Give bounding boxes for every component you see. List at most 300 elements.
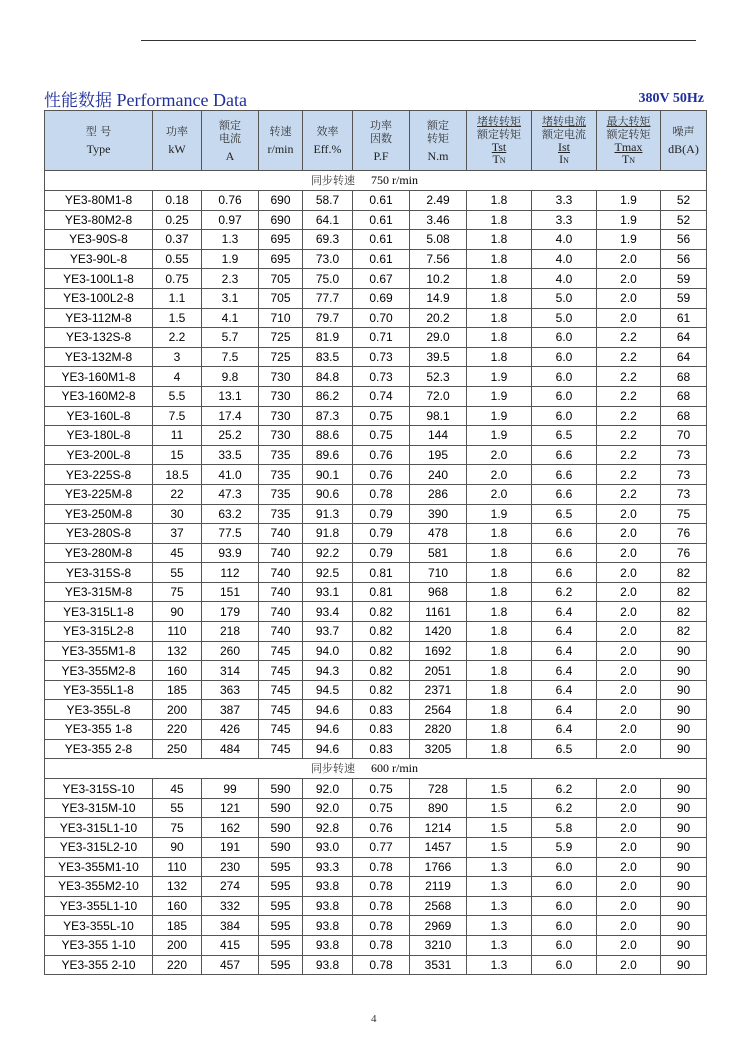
data-cell: 595	[259, 896, 303, 916]
data-cell: 1.8	[467, 230, 532, 250]
data-cell: 286	[410, 484, 467, 504]
data-cell: 69.3	[303, 230, 353, 250]
column-header-unit: A	[225, 148, 235, 163]
data-cell: 33.5	[202, 445, 259, 465]
data-cell: 18.5	[153, 465, 202, 485]
data-cell: 6.4	[532, 680, 597, 700]
data-cell: 82	[661, 602, 707, 622]
column-header-denominator	[597, 153, 660, 167]
table-row	[45, 249, 707, 269]
section-speed: 600 r/min	[371, 761, 418, 776]
data-cell: 1.8	[467, 720, 532, 740]
table-row	[45, 445, 707, 465]
motor-type-cell: YE3-315M-8	[45, 582, 153, 602]
motor-type-cell: YE3-355 1-10	[45, 935, 153, 955]
data-cell: 94.3	[303, 661, 353, 681]
column-header-cn: 额定转矩	[477, 127, 521, 141]
data-cell: 22	[153, 484, 202, 504]
data-cell: 132	[153, 877, 202, 897]
motor-type-cell: YE3-355M1-10	[45, 857, 153, 877]
data-cell: 121	[202, 798, 259, 818]
table-row	[45, 602, 707, 622]
data-cell: 90	[661, 857, 707, 877]
data-cell: 735	[259, 484, 303, 504]
data-cell: 144	[410, 426, 467, 446]
data-cell: 94.5	[303, 680, 353, 700]
performance-table	[44, 110, 707, 975]
table-row	[45, 484, 707, 504]
data-cell: 2820	[410, 720, 467, 740]
motor-type-cell: YE3-355M2-10	[45, 877, 153, 897]
table-row	[45, 916, 707, 936]
data-cell: 730	[259, 367, 303, 387]
table-header	[45, 111, 707, 171]
table-row	[45, 857, 707, 877]
column-header-unit: kW	[168, 142, 186, 156]
data-cell: 2.0	[597, 916, 661, 936]
data-cell: 93.3	[303, 857, 353, 877]
data-cell: 220	[153, 720, 202, 740]
data-cell: 92.8	[303, 818, 353, 838]
data-cell: 1.9	[202, 249, 259, 269]
column-header-cn: 额定转矩	[606, 127, 651, 141]
data-cell: 0.76	[202, 191, 259, 211]
data-cell: 2.2	[597, 484, 661, 504]
data-cell: 6.6	[532, 445, 597, 465]
column-header	[353, 111, 410, 171]
column-header-unit: Type	[86, 142, 111, 156]
denominator-symbol: T	[492, 151, 500, 166]
data-cell: 6.0	[532, 935, 597, 955]
data-cell: 1.3	[467, 896, 532, 916]
data-cell: 5.9	[532, 838, 597, 858]
data-cell: 37	[153, 524, 202, 544]
column-header-cn: 电流	[219, 131, 241, 145]
data-cell: 0.78	[353, 935, 410, 955]
data-cell: 200	[153, 700, 202, 720]
data-cell: 15	[153, 445, 202, 465]
data-cell: 0.78	[353, 857, 410, 877]
data-cell: 110	[153, 857, 202, 877]
data-cell: 745	[259, 680, 303, 700]
data-cell: 0.82	[353, 661, 410, 681]
data-cell: 0.78	[353, 916, 410, 936]
motor-type-cell: YE3-355 2-8	[45, 739, 153, 759]
motor-type-cell: YE3-90S-8	[45, 230, 153, 250]
data-cell: 84.8	[303, 367, 353, 387]
data-cell: 1.3	[467, 935, 532, 955]
table-row	[45, 641, 707, 661]
motor-type-cell: YE3-112M-8	[45, 308, 153, 328]
data-cell: 1.8	[467, 641, 532, 661]
data-cell: 6.2	[532, 779, 597, 799]
data-cell: 90	[661, 720, 707, 740]
data-cell: 1.3	[202, 230, 259, 250]
table-row	[45, 582, 707, 602]
data-cell: 160	[153, 896, 202, 916]
data-cell: 132	[153, 641, 202, 661]
data-cell: 260	[202, 641, 259, 661]
data-cell: 1.3	[467, 877, 532, 897]
data-cell: 6.6	[532, 484, 597, 504]
data-cell: 94.0	[303, 641, 353, 661]
data-cell: 0.69	[353, 288, 410, 308]
data-cell: 735	[259, 465, 303, 485]
data-cell: 90	[661, 877, 707, 897]
header-rule	[141, 40, 696, 41]
data-cell: 1.9	[597, 210, 661, 230]
motor-type-cell: YE3-355M2-8	[45, 661, 153, 681]
data-cell: 90	[661, 838, 707, 858]
data-cell: 73	[661, 484, 707, 504]
data-cell: 4.0	[532, 230, 597, 250]
table-row	[45, 288, 707, 308]
data-cell: 0.25	[153, 210, 202, 230]
table-row	[45, 877, 707, 897]
data-cell: 0.55	[153, 249, 202, 269]
data-cell: 90	[661, 896, 707, 916]
data-cell: 14.9	[410, 288, 467, 308]
data-cell: 1.5	[467, 838, 532, 858]
data-cell: 2.0	[597, 563, 661, 583]
data-cell: 73	[661, 445, 707, 465]
data-cell: 17.4	[202, 406, 259, 426]
table-row	[45, 622, 707, 642]
data-cell: 0.83	[353, 739, 410, 759]
data-cell: 70	[661, 426, 707, 446]
data-cell: 1.8	[467, 308, 532, 328]
data-cell: 90	[661, 955, 707, 975]
data-cell: 740	[259, 563, 303, 583]
data-cell: 5.7	[202, 328, 259, 348]
data-cell: 1.8	[467, 269, 532, 289]
data-cell: 730	[259, 426, 303, 446]
data-cell: 590	[259, 818, 303, 838]
data-cell: 6.0	[532, 386, 597, 406]
data-cell: 5.08	[410, 230, 467, 250]
data-cell: 2.49	[410, 191, 467, 211]
column-header-cn: 最大转矩	[606, 114, 651, 128]
data-cell: 0.76	[353, 445, 410, 465]
data-cell: 25.2	[202, 426, 259, 446]
data-cell: 81.9	[303, 328, 353, 348]
data-cell: 590	[259, 798, 303, 818]
motor-type-cell: YE3-315L2-10	[45, 838, 153, 858]
data-cell: 745	[259, 720, 303, 740]
data-cell: 332	[202, 896, 259, 916]
data-cell: 2.0	[597, 739, 661, 759]
data-cell: 595	[259, 857, 303, 877]
table-row	[45, 230, 707, 250]
data-cell: 91.3	[303, 504, 353, 524]
data-cell: 0.75	[353, 426, 410, 446]
section-label-cn: 同步转速	[311, 174, 355, 187]
column-header-numerator: Tmax	[614, 139, 643, 154]
data-cell: 2.2	[597, 386, 661, 406]
data-cell: 92.0	[303, 798, 353, 818]
title-en: Performance Data	[116, 90, 247, 110]
data-cell: 2.2	[597, 328, 661, 348]
data-cell: 2051	[410, 661, 467, 681]
table-row	[45, 524, 707, 544]
data-cell: 88.6	[303, 426, 353, 446]
table-row	[45, 426, 707, 446]
motor-type-cell: YE3-315S-8	[45, 563, 153, 583]
data-cell: 1161	[410, 602, 467, 622]
data-cell: 11	[153, 426, 202, 446]
data-cell: 59	[661, 288, 707, 308]
data-cell: 2.0	[597, 818, 661, 838]
data-cell: 6.4	[532, 622, 597, 642]
data-cell: 185	[153, 680, 202, 700]
data-cell: 2.0	[597, 269, 661, 289]
data-cell: 695	[259, 249, 303, 269]
data-cell: 735	[259, 504, 303, 524]
table-row	[45, 563, 707, 583]
data-cell: 0.97	[202, 210, 259, 230]
data-cell: 2.2	[597, 406, 661, 426]
data-cell: 68	[661, 406, 707, 426]
data-cell: 220	[153, 955, 202, 975]
data-cell: 2.0	[597, 308, 661, 328]
column-header-cn: 因数	[370, 131, 392, 145]
data-cell: 2.3	[202, 269, 259, 289]
data-cell: 93.9	[202, 543, 259, 563]
synchronous-speed	[311, 171, 418, 190]
data-cell: 6.4	[532, 700, 597, 720]
data-cell: 0.74	[353, 386, 410, 406]
data-cell: 2.0	[597, 680, 661, 700]
data-cell: 94.6	[303, 700, 353, 720]
data-cell: 6.4	[532, 602, 597, 622]
data-cell: 92.2	[303, 543, 353, 563]
data-cell: 77.7	[303, 288, 353, 308]
data-cell: 99	[202, 779, 259, 799]
data-cell: 1766	[410, 857, 467, 877]
table-row	[45, 465, 707, 485]
data-cell: 9.8	[202, 367, 259, 387]
data-cell: 3.46	[410, 210, 467, 230]
data-cell: 1.8	[467, 543, 532, 563]
data-cell: 2568	[410, 896, 467, 916]
column-header	[661, 111, 707, 171]
data-cell: 705	[259, 269, 303, 289]
data-cell: 1.8	[467, 739, 532, 759]
data-cell: 1.8	[467, 288, 532, 308]
data-cell: 13.1	[202, 386, 259, 406]
data-cell: 230	[202, 857, 259, 877]
data-cell: 93.8	[303, 896, 353, 916]
data-cell: 1.8	[467, 563, 532, 583]
data-cell: 3.3	[532, 210, 597, 230]
data-cell: 90	[153, 602, 202, 622]
column-header	[303, 111, 353, 171]
data-cell: 93.8	[303, 877, 353, 897]
data-cell: 10.2	[410, 269, 467, 289]
data-cell: 2.0	[597, 935, 661, 955]
data-cell: 0.79	[353, 504, 410, 524]
data-cell: 0.75	[153, 269, 202, 289]
data-cell: 93.7	[303, 622, 353, 642]
data-cell: 0.61	[353, 210, 410, 230]
data-cell: 6.6	[532, 524, 597, 544]
data-cell: 90.6	[303, 484, 353, 504]
data-cell: 6.4	[532, 661, 597, 681]
table-row	[45, 798, 707, 818]
data-cell: 56	[661, 249, 707, 269]
data-cell: 6.2	[532, 798, 597, 818]
data-cell: 2.0	[597, 524, 661, 544]
data-cell: 92.5	[303, 563, 353, 583]
table-row	[45, 504, 707, 524]
data-cell: 90	[661, 641, 707, 661]
data-cell: 2.0	[597, 720, 661, 740]
section-label-cn: 同步转速	[311, 762, 355, 776]
data-cell: 75	[153, 818, 202, 838]
data-cell: 185	[153, 916, 202, 936]
data-cell: 112	[202, 563, 259, 583]
data-cell: 2.0	[597, 582, 661, 602]
data-cell: 0.82	[353, 602, 410, 622]
data-cell: 55	[153, 798, 202, 818]
motor-type-cell: YE3-280S-8	[45, 524, 153, 544]
data-cell: 0.78	[353, 955, 410, 975]
data-cell: 52.3	[410, 367, 467, 387]
data-cell: 4.0	[532, 249, 597, 269]
column-header-unit: Eff.%	[313, 142, 342, 156]
data-cell: 2.0	[597, 622, 661, 642]
data-cell: 52	[661, 191, 707, 211]
data-cell: 745	[259, 739, 303, 759]
data-cell: 63.2	[202, 504, 259, 524]
column-header	[259, 111, 303, 171]
data-cell: 0.71	[353, 328, 410, 348]
data-cell: 1.8	[467, 680, 532, 700]
data-cell: 2.0	[597, 543, 661, 563]
table-row	[45, 308, 707, 328]
data-cell: 151	[202, 582, 259, 602]
data-cell: 55	[153, 563, 202, 583]
data-cell: 2.0	[467, 445, 532, 465]
data-cell: 478	[410, 524, 467, 544]
data-cell: 710	[259, 308, 303, 328]
data-cell: 82	[661, 622, 707, 642]
data-cell: 590	[259, 838, 303, 858]
data-cell: 745	[259, 641, 303, 661]
page-title	[44, 86, 247, 111]
column-header	[597, 111, 661, 171]
data-cell: 1.9	[467, 426, 532, 446]
data-cell: 83.5	[303, 347, 353, 367]
column-header-cn: 噪声	[672, 125, 695, 138]
data-cell: 73.0	[303, 249, 353, 269]
data-cell: 7.5	[202, 347, 259, 367]
data-cell: 5.8	[532, 818, 597, 838]
table-row	[45, 406, 707, 426]
column-header-cn: 功率	[370, 118, 392, 132]
data-cell: 0.78	[353, 484, 410, 504]
data-cell: 0.79	[353, 543, 410, 563]
data-cell: 73	[661, 465, 707, 485]
data-cell: 0.83	[353, 720, 410, 740]
data-cell: 730	[259, 386, 303, 406]
data-cell: 1.8	[467, 210, 532, 230]
data-cell: 2.2	[597, 347, 661, 367]
table-row	[45, 386, 707, 406]
data-cell: 4.0	[532, 269, 597, 289]
data-cell: 2.0	[597, 955, 661, 975]
data-cell: 1.5	[467, 798, 532, 818]
data-cell: 90	[153, 838, 202, 858]
data-cell: 725	[259, 347, 303, 367]
data-cell: 595	[259, 955, 303, 975]
data-cell: 705	[259, 288, 303, 308]
motor-type-cell: YE3-180L-8	[45, 426, 153, 446]
denominator-subscript: N	[629, 155, 636, 165]
column-header-denominator	[467, 153, 531, 167]
data-cell: 82	[661, 582, 707, 602]
data-cell: 4.1	[202, 308, 259, 328]
motor-type-cell: YE3-250M-8	[45, 504, 153, 524]
data-cell: 56	[661, 230, 707, 250]
data-cell: 90	[661, 739, 707, 759]
data-cell: 968	[410, 582, 467, 602]
data-cell: 1.9	[597, 230, 661, 250]
column-header	[532, 111, 597, 171]
data-cell: 20.2	[410, 308, 467, 328]
data-cell: 93.8	[303, 955, 353, 975]
data-cell: 0.67	[353, 269, 410, 289]
data-cell: 90	[661, 935, 707, 955]
data-cell: 98.1	[410, 406, 467, 426]
data-cell: 90	[661, 680, 707, 700]
data-cell: 77.5	[202, 524, 259, 544]
data-cell: 94.6	[303, 720, 353, 740]
column-header-cn: 功率	[166, 125, 188, 138]
data-cell: 4	[153, 367, 202, 387]
data-cell: 1.9	[467, 367, 532, 387]
data-cell: 1.8	[467, 249, 532, 269]
data-cell: 47.3	[202, 484, 259, 504]
motor-type-cell: YE3-355L-10	[45, 916, 153, 936]
table-row	[45, 818, 707, 838]
column-header-numerator: Tst	[491, 139, 507, 154]
data-cell: 52	[661, 210, 707, 230]
motor-type-cell: YE3-200L-8	[45, 445, 153, 465]
data-cell: 2371	[410, 680, 467, 700]
data-cell: 1.9	[467, 386, 532, 406]
header-row	[45, 111, 707, 171]
data-cell: 0.73	[353, 347, 410, 367]
data-cell: 384	[202, 916, 259, 936]
table-row	[45, 661, 707, 681]
data-cell: 45	[153, 779, 202, 799]
column-header	[45, 111, 153, 171]
column-header-cn: 转速	[269, 125, 292, 138]
data-cell: 740	[259, 543, 303, 563]
data-cell: 426	[202, 720, 259, 740]
data-cell: 3.3	[532, 191, 597, 211]
data-cell: 64	[661, 347, 707, 367]
data-cell: 68	[661, 367, 707, 387]
data-cell: 3210	[410, 935, 467, 955]
motor-type-cell: YE3-100L1-8	[45, 269, 153, 289]
synchronous-speed	[311, 759, 418, 778]
data-cell: 740	[259, 524, 303, 544]
data-cell: 890	[410, 798, 467, 818]
data-cell: 2.0	[597, 798, 661, 818]
data-cell: 6.6	[532, 465, 597, 485]
